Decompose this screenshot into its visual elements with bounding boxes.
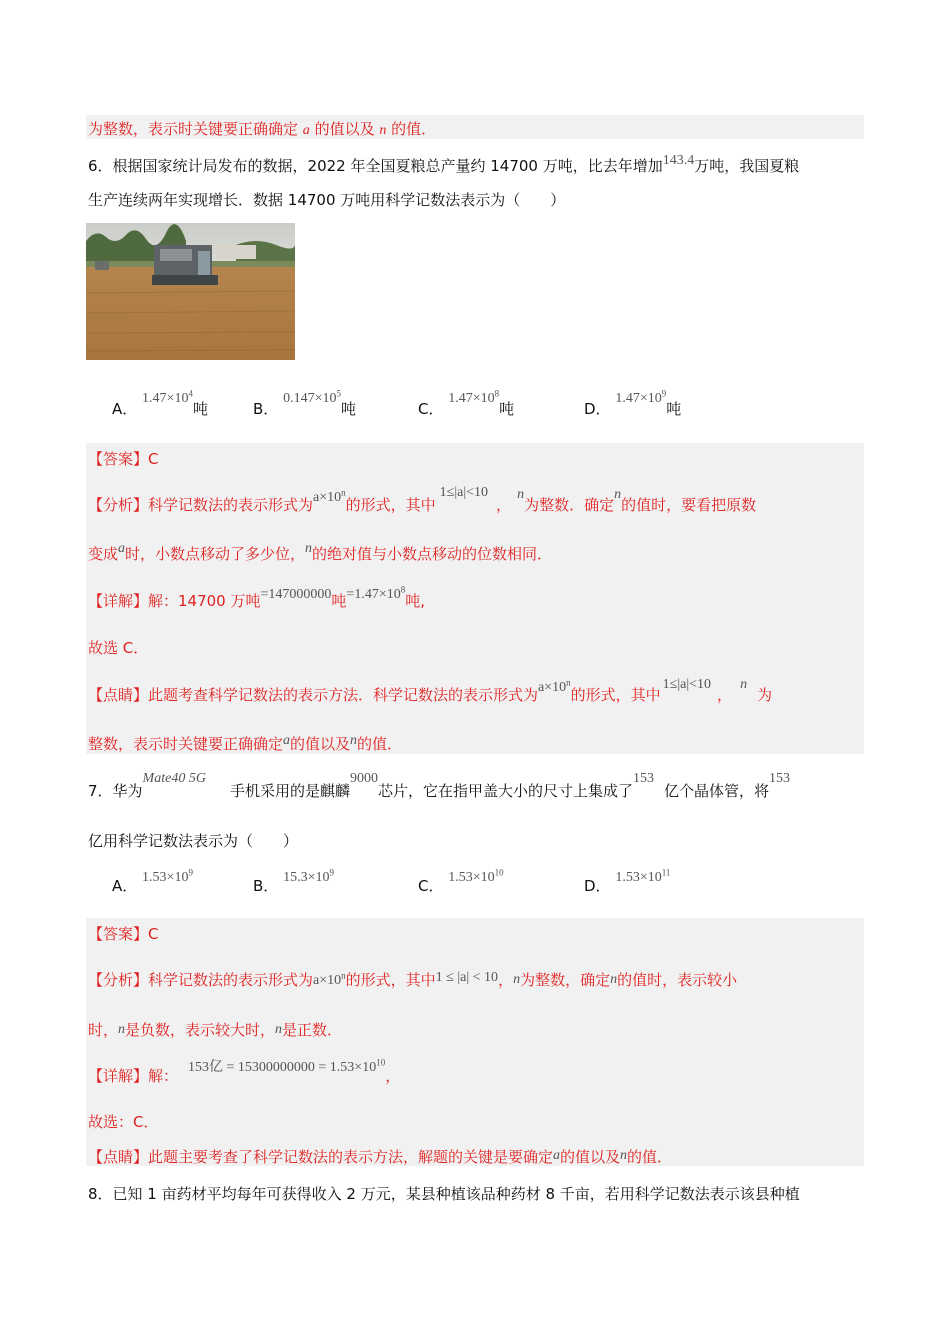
q6-answer: 【答案】C <box>88 450 159 468</box>
q6-point-line1: 【点睛】此题考查科学记数法的表示方法．科学记数法的表示形式为$a\times 10^n$的形式，其中1≤|a|<10，n为 <box>88 677 773 704</box>
q7-analysis-line1: 【分析】科学记数法的表示形式为$a\times 10^n$的形式，其中1 ≤ |a| < 10，n为整数，确定n的值时，表示较小 <box>88 970 738 989</box>
q7-option-b[interactable]: B． $15.3\times 10^9$ <box>253 867 334 895</box>
q6-option-b[interactable]: B． $0.147\times 10^5$吨 <box>253 388 356 418</box>
q6-choose: 故选 C． <box>88 639 149 657</box>
q6-point-line2: 整数，表示时关键要正确确定a的值以及n的值． <box>88 733 403 753</box>
q7-option-d[interactable]: D． $1.53\times 10^{11}$ <box>584 867 671 895</box>
q5-note-tail: 为整数，表示时关键要正确确定 a 的值以及 n 的值． <box>88 120 437 138</box>
q7-stem-line1: 7．华为Mate40 5G手机采用的是麒麟9000芯片，它在指甲盖大小的尺寸上集成了153亿个晶体管，将153 <box>88 771 790 800</box>
q7-point: 【点睛】此题主要考查了科学记数法的表示方法，解题的关键是要确定a的值以及n的值． <box>88 1148 673 1166</box>
q7-detail: 【详解】解： 153亿 = $15300000000 = 1.53\times 10^{10}$， <box>88 1057 401 1085</box>
harvester-photo <box>86 223 295 360</box>
q6-option-c[interactable]: C． $1.47\times 10^8$吨 <box>418 388 515 418</box>
q7-analysis-line2: 时，n是负数，表示较大时，n是正数． <box>88 1021 343 1039</box>
q6-option-a[interactable]: A． $1.47\times 10^4$吨 <box>112 388 208 418</box>
q7-option-c[interactable]: C． $1.53\times 10^{10}$ <box>418 867 504 895</box>
q6-detail: 【详解】解：14700 万吨=147000000吨$=1.47\times 10^8$吨, <box>88 584 425 610</box>
q6-stem-line2: 生产连续两年实现增长．数据 14700 万吨用科学记数法表示为（ ） <box>88 191 566 209</box>
q7-choose: 故选：C． <box>88 1113 159 1131</box>
q6-analysis-line2: 变成a时，小数点移动了多少位，n的绝对值与小数点移动的位数相同． <box>88 541 553 563</box>
q7-option-a[interactable]: A． $1.53\times 10^9$ <box>112 867 193 895</box>
q7-solution-band <box>86 918 864 1166</box>
q6-stem-line1: 6．根据国家统计局发布的数据，2022 年全国夏粮总产量约 14700 万吨，比去年增加143.4万吨，我国夏粮 <box>88 153 800 175</box>
q8-stem-line1: 8．已知 1 亩药材平均每年可获得收入 2 万元，某县种植该品种药材 8 千亩，若用科学记数法表示该县种植 <box>88 1185 800 1203</box>
harvester-image <box>86 223 295 360</box>
q6-option-d[interactable]: D． $1.47\times 10^9$吨 <box>584 388 682 418</box>
q6-analysis-line1: 【分析】科学记数法的表示形式为$a\times 10^n$的形式，其中1≤|a|<10，n为整数．确定n的值时，要看把原数 <box>88 485 757 514</box>
q7-answer: 【答案】C <box>88 925 159 943</box>
q7-stem-line2: 亿用科学记数法表示为（ ） <box>88 832 299 850</box>
